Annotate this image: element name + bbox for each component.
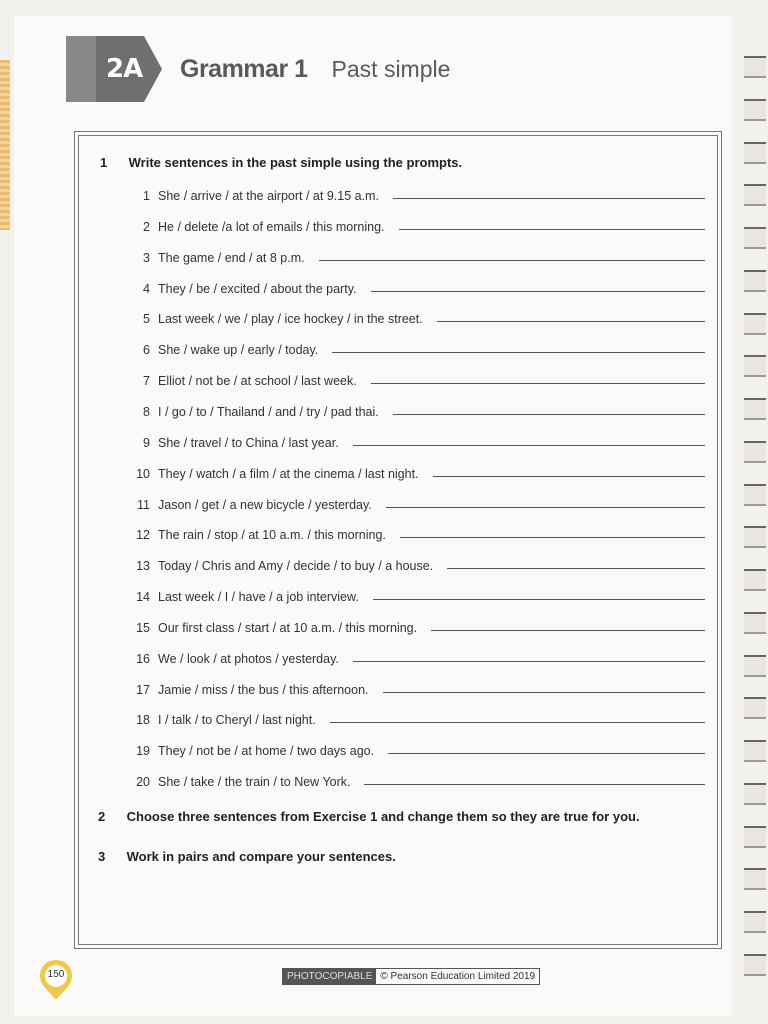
page-number-badge (38, 958, 74, 1002)
photocopiable-tag: PHOTOCOPIABLE (283, 969, 376, 984)
exercise-2-heading (98, 809, 640, 824)
item-prompt: Last week / we / play / ice hockey / in the street. (158, 312, 423, 327)
item-number: 2 (143, 219, 150, 234)
prompt-item (120, 553, 705, 573)
answer-line[interactable] (319, 260, 705, 261)
item-number: 6 (143, 343, 150, 358)
prompt-item (120, 646, 705, 666)
answer-line[interactable] (400, 537, 705, 538)
exercise-1-heading (100, 155, 462, 170)
item-number: 15 (136, 620, 150, 635)
prompt-item (120, 245, 705, 265)
prompt-item (120, 707, 705, 727)
exercise-instruction: Work in pairs and compare your sentences. (126, 849, 396, 864)
answer-line[interactable] (353, 661, 705, 662)
answer-line[interactable] (353, 445, 705, 446)
exercise-3-heading (98, 849, 396, 864)
item-number: 13 (136, 559, 150, 574)
prompt-item (120, 738, 705, 758)
item-number: 14 (136, 590, 150, 605)
answer-line[interactable] (332, 352, 705, 353)
item-prompt: He / delete /a lot of emails / this morning. (158, 219, 385, 234)
answer-line[interactable] (431, 630, 705, 631)
answer-line[interactable] (371, 291, 706, 292)
answer-line[interactable] (371, 383, 705, 384)
item-prompt: The rain / stop / at 10 a.m. / this morning. (158, 528, 386, 543)
page-edge-strip (0, 60, 10, 230)
item-prompt: Last week / I / have / a job interview. (158, 590, 359, 605)
item-number: 18 (136, 713, 150, 728)
item-prompt: They / watch / a film / at the cinema / last night. (158, 466, 419, 481)
answer-line[interactable] (330, 722, 705, 723)
item-number: 5 (143, 312, 150, 327)
spiral-binding (744, 56, 768, 976)
item-number: 8 (143, 404, 150, 419)
prompt-item (120, 214, 705, 234)
item-prompt: I / talk / to Cheryl / last night. (158, 713, 316, 728)
exercise-number: 1 (100, 155, 108, 170)
item-number: 20 (136, 775, 150, 790)
item-prompt: I / go / to / Thailand / and / try / pad thai. (158, 404, 379, 419)
item-prompt: She / arrive / at the airport / at 9.15 a.m. (158, 189, 379, 203)
prompt-item (120, 584, 705, 604)
item-number: 10 (136, 466, 150, 481)
exercise-instruction: Write sentences in the past simple using the prompts. (128, 155, 463, 170)
item-number: 17 (136, 682, 150, 697)
item-prompt: She / take / the train / to New York. (158, 775, 351, 790)
item-prompt: Jamie / miss / the bus / this afternoon. (158, 682, 369, 697)
copyright-text: © Pearson Education Limited 2019 (380, 971, 536, 982)
prompt-item (120, 368, 705, 388)
prompt-item (120, 769, 705, 789)
item-prompt: Elliot / not be / at school / last week. (158, 374, 357, 389)
item-prompt: Our first class / start / at 10 a.m. / this morning. (158, 620, 418, 635)
answer-line[interactable] (386, 507, 705, 508)
prompt-item (120, 677, 705, 697)
answer-line[interactable] (373, 599, 705, 600)
item-prompt: We / look / at photos / yesterday. (158, 651, 339, 666)
page-number: 150 (47, 969, 65, 980)
item-number: 16 (136, 651, 150, 666)
unit-label: 2A (106, 54, 143, 84)
item-prompt: She / travel / to China / last year. (158, 435, 339, 450)
item-number: 19 (136, 744, 150, 759)
item-prompt: They / not be / at home / two days ago. (158, 744, 375, 759)
item-prompt: They / be / excited / about the party. (158, 281, 357, 296)
item-number: 12 (136, 528, 150, 543)
page-subtitle: Past simple (331, 55, 451, 82)
item-number: 1 (143, 189, 150, 203)
prompt-item (120, 430, 705, 450)
prompt-item (120, 276, 705, 296)
item-prompt: Jason / get / a new bicycle / yesterday. (158, 497, 372, 512)
answer-line[interactable] (393, 198, 705, 199)
item-prompt: The game / end / at 8 p.m. (158, 250, 305, 265)
exercise-instruction: Choose three sentences from Exercise 1 and change them so they are true for you. (126, 809, 640, 824)
item-prompt: She / wake up / early / today. (158, 343, 319, 358)
answer-line[interactable] (437, 321, 705, 322)
page-title: Grammar 1 (180, 54, 308, 83)
item-number: 3 (143, 250, 150, 265)
unit-badge (66, 36, 162, 102)
prompt-item (120, 306, 705, 326)
answer-line[interactable] (433, 476, 705, 477)
prompt-item (120, 399, 705, 419)
exercise-number: 2 (98, 809, 106, 824)
answer-line[interactable] (388, 753, 705, 754)
prompt-item (120, 615, 705, 635)
item-number: 4 (143, 281, 150, 296)
prompt-item (120, 492, 705, 512)
answer-line[interactable] (399, 229, 706, 230)
item-number: 7 (143, 374, 150, 389)
item-prompt: Today / Chris and Amy / decide / to buy / a house. (158, 559, 434, 574)
copyright-notice (282, 968, 540, 985)
prompt-item (120, 183, 705, 203)
prompt-item (120, 522, 705, 542)
prompt-item (120, 337, 705, 357)
prompt-item (120, 461, 705, 481)
item-number: 9 (143, 435, 150, 450)
answer-line[interactable] (383, 692, 705, 693)
answer-line[interactable] (447, 568, 705, 569)
answer-line[interactable] (364, 784, 705, 785)
item-number: 11 (137, 497, 150, 512)
exercise-number: 3 (98, 849, 106, 864)
worksheet-header (66, 36, 450, 102)
answer-line[interactable] (393, 414, 705, 415)
